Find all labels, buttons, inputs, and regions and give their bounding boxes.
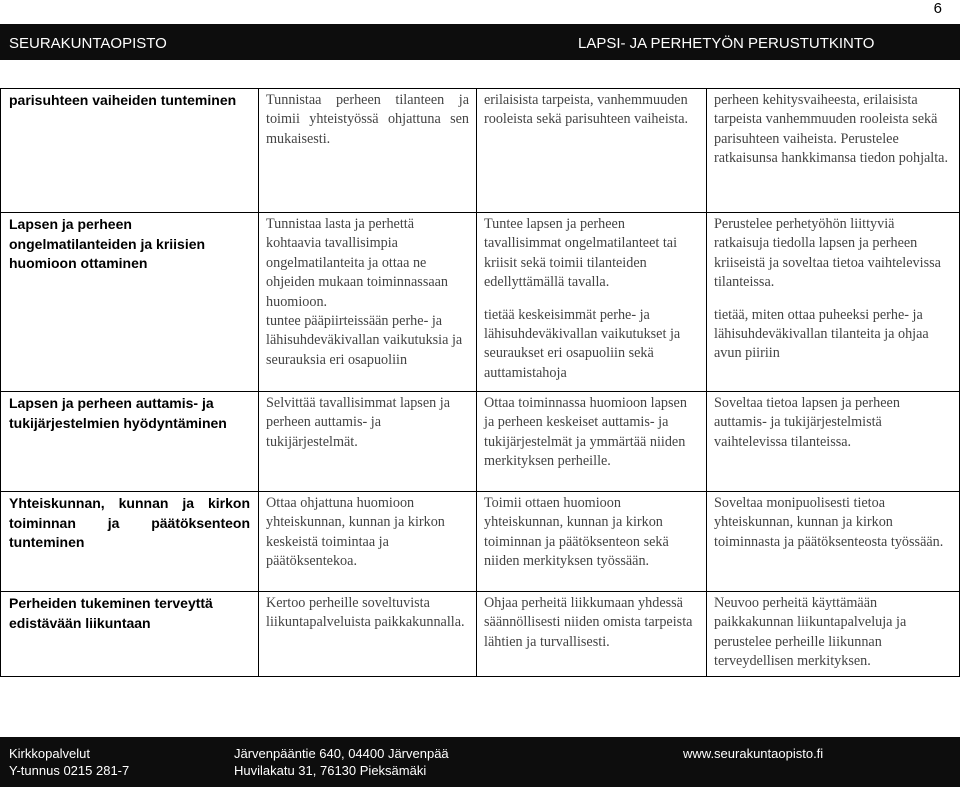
criteria-cell xyxy=(259,392,477,492)
criteria-cell xyxy=(259,592,477,677)
topic-cell: Lapsen ja perheen ongelmatilanteiden ja kriisien huomioon ottaminen xyxy=(1,213,259,392)
criteria-text: Perustelee perhetyöhön liittyviä ratkaisuja tiedolla lapsen ja perheen kriiseistä ja soveltaa tietoa vaihtelevissa tilanteissa. xyxy=(714,216,941,291)
assessment-table xyxy=(0,88,960,677)
criteria-text: Ottaa ohjattuna huomioon yhteiskunnan, kunnan ja kirkon keskeistä toimintaa ja päätöksentekoa. xyxy=(266,495,445,570)
topic-cell: Yhteiskunnan, kunnan ja kirkon toiminnan ja päätöksenteon tunteminen xyxy=(1,492,259,592)
criteria-text: perheen kehitysvaiheesta, erilaisista tarpeista vanhemmuuden rooleista sekä parisuhteen vaiheista. Perustelee ratkaisunsa hankkimansa tiedon pohjalta. xyxy=(714,92,949,167)
footer-website xyxy=(683,745,823,762)
criteria-text: erilaisista tarpeista, vanhemmuuden rooleista sekä parisuhteen vaiheista. xyxy=(484,92,689,128)
table-row xyxy=(1,392,960,492)
header-degree-name: LAPSI- JA PERHETYÖN PERUSTUTKINTO xyxy=(578,35,875,52)
criteria-cell xyxy=(477,89,707,213)
criteria-text: tuntee pääpiirteissään perhe- ja lähisuhdeväkivallan vaikutuksia ja seurauksia eri osapuoliin xyxy=(266,313,463,368)
criteria-text: Tuntee lapsen ja perheen tavallisimmat ongelmatilanteet tai kriisit sekä toimii tilanteiden edellyttämällä tavalla. xyxy=(484,216,678,291)
topic-cell: parisuhteen vaiheiden tunteminen xyxy=(1,89,259,213)
criteria-text: Ottaa toiminnassa huomioon lapsen ja perheen keskeiset auttamis- ja tukijärjestelmät ja ymmärtää niiden merkityksen perheille. xyxy=(484,395,687,470)
table-row xyxy=(1,592,960,677)
footer-org-name: Kirkkopalvelut xyxy=(9,746,90,761)
criteria-cell xyxy=(707,492,960,592)
topic-cell: Perheiden tukeminen terveyttä edistävään liikuntaan xyxy=(1,592,259,677)
footer-address-2: Huvilakatu 31, 76130 Pieksämäki xyxy=(234,763,427,778)
footer-business-id: Y-tunnus 0215 281-7 xyxy=(9,763,130,778)
criteria-text: Soveltaa tietoa lapsen ja perheen auttamis- ja tukijärjestelmistä vaihtelevissa tilanteissa. xyxy=(714,395,900,450)
criteria-text: Ohjaa perheitä liikkumaan yhdessä säännöllisesti niiden omista tarpeista lähtien ja turvallisesti. xyxy=(484,595,693,650)
criteria-cell xyxy=(707,392,960,492)
page-footer xyxy=(0,737,960,787)
criteria-cell xyxy=(707,592,960,677)
page-number: 6 xyxy=(933,0,942,17)
criteria-text: Kertoo perheille soveltuvista liikuntapalveluista paikkakunnalla. xyxy=(266,595,465,631)
criteria-cell xyxy=(477,592,707,677)
footer-website-link[interactable]: www.seurakuntaopisto.fi xyxy=(683,746,824,761)
header-school-name: SEURAKUNTAOPISTO xyxy=(9,35,167,52)
page-header xyxy=(0,24,960,60)
criteria-text: Neuvoo perheitä käyttämään paikkakunnan liikuntapalveluja ja perustelee perheille liikunnan terveydellisen merkityksen. xyxy=(714,595,907,670)
criteria-text: Selvittää tavallisimmat lapsen ja perheen auttamis- ja tukijärjestelmät. xyxy=(266,395,450,450)
criteria-cell xyxy=(477,213,707,392)
footer-organization xyxy=(9,745,129,779)
table-row xyxy=(1,492,960,592)
criteria-text: Toimii ottaen huomioon yhteiskunnan, kunnan ja kirkon toiminnan ja päätöksenteon sekä niiden merkityksen työssään. xyxy=(484,495,669,570)
criteria-cell xyxy=(259,492,477,592)
criteria-text: Soveltaa monipuolisesti tietoa yhteiskunnan, kunnan ja kirkon toiminnasta ja päätöksenteosta työssään. xyxy=(714,495,944,550)
footer-address-1: Järvenpääntie 640, 04400 Järvenpää xyxy=(234,746,449,761)
criteria-text: Tunnistaa lasta ja perhettä kohtaavia tavallisimpia ongelmatilanteita ja ottaa ne ohjeiden mukaan toiminnassaan huomioon. xyxy=(266,216,449,310)
table-row xyxy=(1,89,960,213)
criteria-cell xyxy=(477,492,707,592)
criteria-cell xyxy=(259,89,477,213)
criteria-text: tietää keskeisimmät perhe- ja lähisuhdeväkivallan vaikutukset ja seuraukset eri osapuoliin sekä auttamistahoja xyxy=(484,306,681,381)
criteria-cell xyxy=(707,89,960,213)
criteria-cell xyxy=(707,213,960,392)
criteria-cell xyxy=(259,213,477,392)
criteria-text: tietää, miten ottaa puheeksi perhe- ja lähisuhdeväkivallan tilanteita ja ohjaa avun piiriin xyxy=(714,306,929,362)
table-row xyxy=(1,213,960,392)
topic-cell: Lapsen ja perheen auttamis- ja tukijärjestelmien hyödyntäminen xyxy=(1,392,259,492)
footer-addresses xyxy=(234,745,449,779)
criteria-text: Tunnistaa perheen tilanteen ja toimii yhteistyössä ohjattuna sen mukaisesti. xyxy=(266,92,469,147)
criteria-cell xyxy=(477,392,707,492)
